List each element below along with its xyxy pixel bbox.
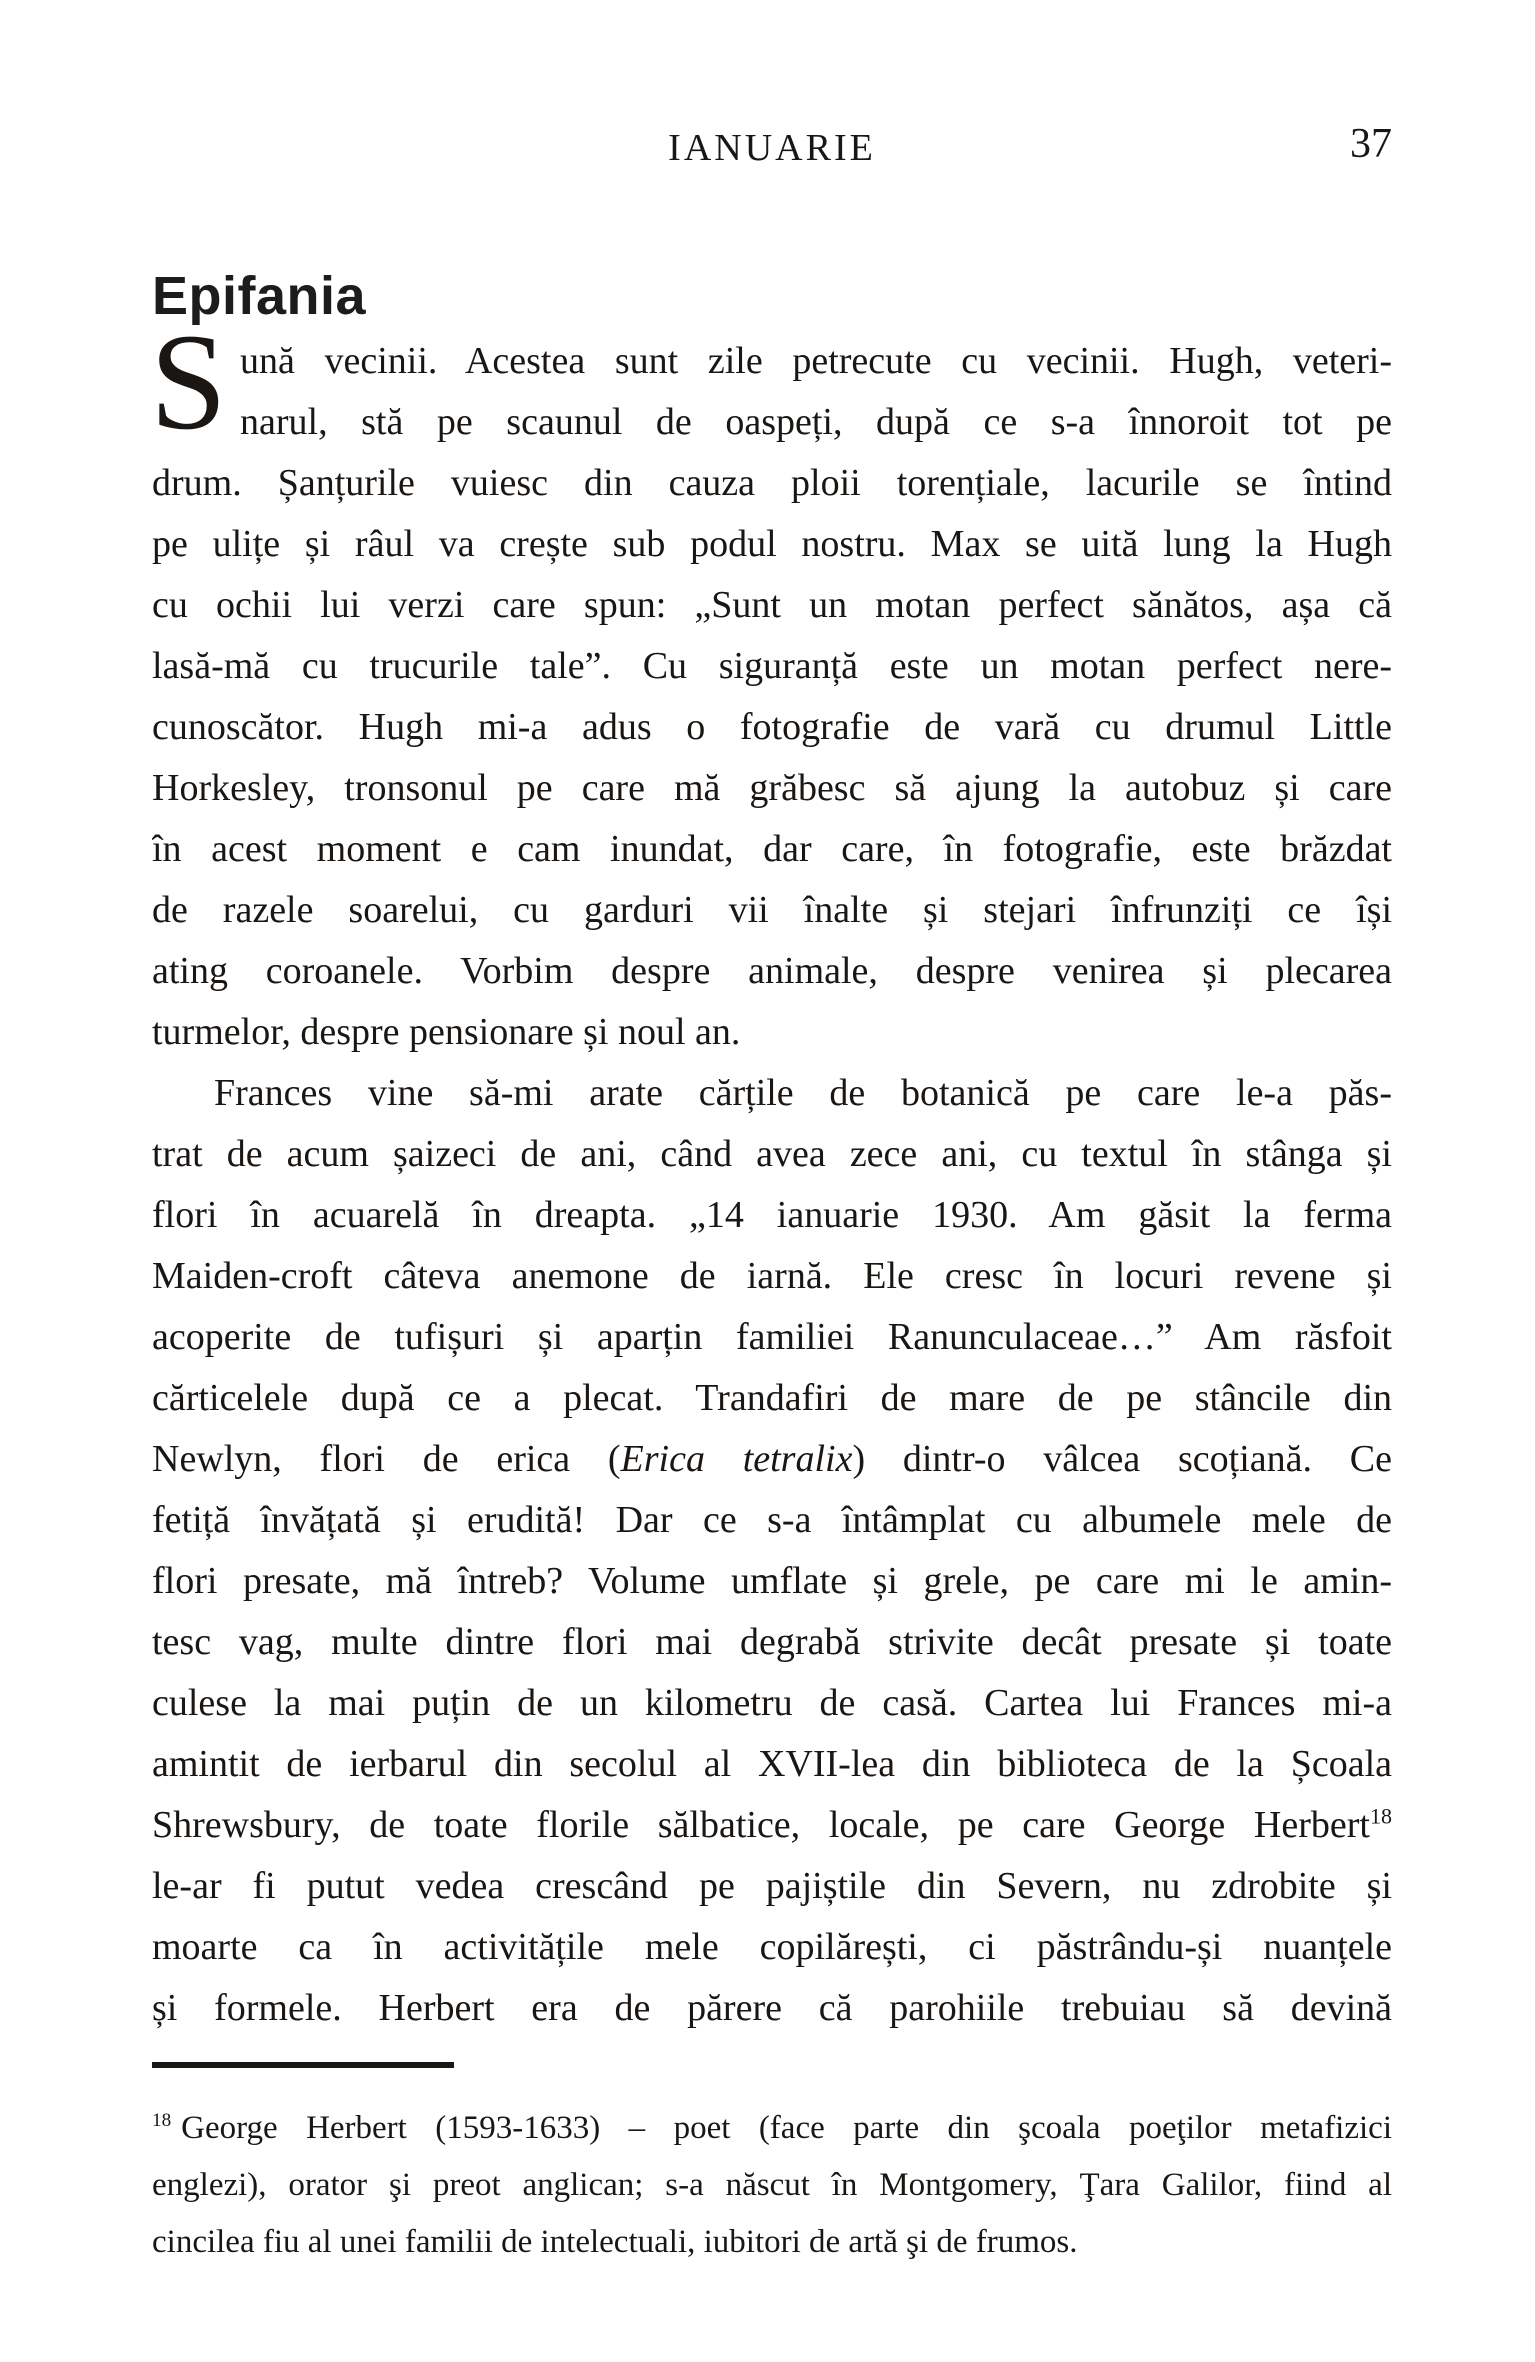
text-line-with-latin-name — [152, 1429, 1392, 1490]
text-line: le-ar fi putut vedea crescând pe pajiștile din Severn, nu zdrobite și — [152, 1865, 1392, 1907]
page-number: 37 — [1350, 121, 1392, 167]
text-line: cărticelele după ce a plecat. Trandafiri de mare de pe stâncile din — [152, 1377, 1392, 1419]
text-line: moarte ca în activitățile mele copilărești, ci păstrându-și nuanțele — [152, 1926, 1392, 1968]
text-line: trat de acum șaizeci de ani, când avea zece ani, cu textul în stânga și — [152, 1133, 1392, 1175]
footnote-text: George Herbert (1593-1633) – poet (face parte din şcoala poeţilor metafizici — [181, 2110, 1392, 2146]
text-line: fetiță învățată și erudită! Dar ce s-a întâmplat cu albumele mele de — [152, 1499, 1392, 1541]
text-line: drum. Șanțurile vuiesc din cauza ploii torențiale, lacurile se întind — [152, 462, 1392, 504]
text-line: flori în acuarelă în dreapta. „14 ianuarie 1930. Am găsit la ferma — [152, 1194, 1392, 1236]
text-line: în acest moment e cam inundat, dar care, în fotografie, este brăzdat — [152, 828, 1392, 870]
text-line-with-footnote-ref — [152, 1795, 1392, 1856]
text-line: Maiden-croft câteva anemone de iarnă. Ele cresc în locuri revene și — [152, 1255, 1392, 1297]
text-line: acoperite de tufișuri și aparțin familiei Ranunculaceae…” Am răsfoit — [152, 1316, 1392, 1358]
footnote-number: 18 — [152, 2110, 172, 2131]
text-line: flori presate, mă întreb? Volume umflate și grele, pe care mi le amin- — [152, 1560, 1392, 1602]
text-line: pe ulițe și râul va crește sub podul nostru. Max se uită lung la Hugh — [152, 523, 1392, 565]
text-line: tesc vag, multe dintre flori mai degrabă strivite decât presate și toate — [152, 1621, 1392, 1663]
footnote-line: cincilea fiu al unei familii de intelectuali, iubitori de artă şi de frumos. — [152, 2224, 1078, 2260]
text-segment: Newlyn, flori de erica ( — [152, 1438, 621, 1480]
chapter-title: Epifania — [152, 266, 367, 327]
footnote-line: englezi), orator şi preot anglican; s-a născut în Montgomery, Ţara Galilor, fiind al — [152, 2167, 1392, 2203]
text-line: cunoscător. Hugh mi-a adus o fotografie de vară cu drumul Little — [152, 706, 1392, 748]
text-line: turmelor, despre pensionare și noul an. — [152, 1011, 741, 1053]
text-line: cu ochii lui verzi care spun: „Sunt un motan perfect sănătos, așa că — [152, 584, 1392, 626]
drop-cap: S — [150, 305, 227, 458]
text-line: narul, stă pe scaunul de oaspeți, după ce s-a înnoroit tot pe — [240, 401, 1392, 443]
running-header: IANUARIE — [668, 127, 876, 169]
latin-species-name: Erica tetralix — [620, 1438, 853, 1480]
text-segment: Shrewsbury, de toate florile sălbatice, locale, pe care George Herbert — [152, 1804, 1370, 1846]
text-line: culese la mai puțin de un kilometru de casă. Cartea lui Frances mi-a — [152, 1682, 1392, 1724]
text-line: de razele soarelui, cu garduri vii înalte și stejari înfrunziți ce își — [152, 889, 1392, 931]
text-line: lasă-mă cu trucurile tale”. Cu siguranță este un motan perfect nere- — [152, 645, 1392, 687]
footnote — [152, 2100, 1392, 2271]
body-text — [152, 331, 1392, 2039]
text-line: și formele. Herbert era de părere că parohiile trebuiau să devină — [152, 1987, 1392, 2029]
text-line: ating coroanele. Vorbim despre animale, despre venirea și plecarea — [152, 950, 1392, 992]
footnote-separator-rule — [152, 2062, 454, 2068]
footnote-reference-marker: 18 — [1369, 1803, 1392, 1829]
footnote-line — [152, 2100, 1392, 2157]
text-segment: ) dintr-o vâlcea scoțiană. Ce — [852, 1438, 1392, 1480]
text-line: Frances vine să-mi arate cărțile de botanică pe care le-a păs- — [214, 1072, 1392, 1114]
text-line: Horkesley, tronsonul pe care mă grăbesc să ajung la autobuz și care — [152, 767, 1392, 809]
text-line: ună vecinii. Acestea sunt zile petrecute cu vecinii. Hugh, veteri- — [240, 340, 1392, 382]
text-line: amintit de ierbarul din secolul al XVII-lea din biblioteca de la Școala — [152, 1743, 1392, 1785]
